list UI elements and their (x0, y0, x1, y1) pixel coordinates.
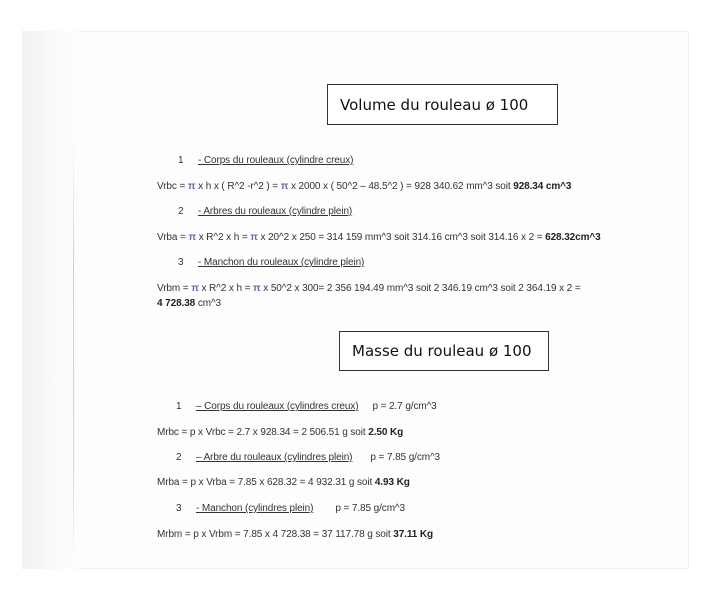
item-label: – Arbre du rouleaux (cylindres plein) (196, 452, 353, 463)
eq-text: Mrbc = p x Vrbc = 2.7 x 928.34 = 2 506.51 g soit (157, 427, 369, 438)
eq-result: 4.93 Kg (374, 477, 410, 488)
eq-result: 37.11 Kg (393, 529, 434, 540)
pi-symbol: π (187, 181, 196, 192)
eq-text: x h x ( R^2 -r^2 ) = (195, 181, 281, 192)
volume-item-3 (178, 257, 364, 268)
eq-text: Mrbm = p x Vrbm = 7.85 x 4 728.38 = 37 117.78 g soit (157, 529, 394, 540)
masse-title-box (339, 331, 549, 371)
volume-title: Volume du rouleau ø 100 (340, 95, 529, 114)
item-label: - Corps du rouleaux (cylindre creux) (198, 155, 354, 166)
volume-equation-2 (157, 232, 601, 243)
volume-equation-3-cont (157, 298, 221, 309)
item-label: – Corps du rouleaux (cylindres creux) (196, 401, 359, 412)
item-label: - Manchon (cylindres plein) (196, 503, 314, 514)
masse-item-1 (176, 401, 437, 412)
eq-text: Mrba = p x Vrba = 7.85 x 628.32 = 4 932.31 g soit (157, 477, 375, 488)
masse-item-3 (176, 503, 405, 514)
pi-symbol: π (280, 181, 289, 192)
eq-text: Vrba = (157, 232, 189, 243)
pi-symbol: π (191, 283, 199, 294)
eq-result: 928.34 cm^3 (513, 181, 572, 192)
item-label: - Manchon du rouleaux (cylindre plein) (198, 257, 365, 268)
item-number: 2 (176, 452, 182, 463)
density: p = 2.7 g/cm^3 (372, 401, 437, 412)
density: p = 7.85 g/cm^3 (335, 503, 405, 514)
eq-result: 4 728.38 (157, 298, 196, 309)
eq-text: x R^2 x h = (196, 232, 251, 243)
pi-symbol: π (188, 232, 197, 243)
page-edge-line (73, 140, 74, 560)
item-number: 3 (176, 503, 182, 514)
pi-symbol: π (253, 283, 261, 294)
eq-result: 2.50 Kg (368, 427, 404, 438)
eq-text: Vrbc = (157, 181, 188, 192)
eq-text: x 50^2 x 300= 2 356 194.49 mm^3 soit 2 346.19 cm^3 soit 2 364.19 x 2 = (260, 283, 581, 294)
item-number: 3 (178, 257, 184, 268)
page-fold-shadow (22, 31, 78, 569)
item-number: 1 (176, 401, 182, 412)
masse-title: Masse du rouleau ø 100 (352, 342, 532, 360)
eq-result: 628.32cm^3 (545, 232, 601, 243)
volume-equation-3 (157, 283, 581, 294)
item-number: 1 (178, 155, 184, 166)
eq-text: Vrbm = (157, 283, 192, 294)
masse-equation-2 (157, 477, 410, 488)
eq-text: x R^2 x h = (198, 283, 254, 294)
volume-equation-1 (157, 181, 571, 192)
masse-item-2 (176, 452, 440, 463)
eq-text: x 20^2 x 250 = 314 159 mm^3 soit 314.16 cm^3 soit 314.16 x 2 = (257, 232, 546, 243)
item-number: 2 (178, 206, 184, 217)
volume-item-1 (178, 155, 353, 166)
volume-title-box (327, 84, 558, 125)
pi-symbol: π (250, 232, 258, 243)
masse-equation-3 (157, 529, 433, 540)
eq-text: cm^3 (195, 298, 222, 309)
density: p = 7.85 g/cm^3 (370, 452, 441, 463)
masse-equation-1 (157, 427, 403, 438)
eq-text: x 2000 x ( 50^2 – 48.5^2 ) = 928 340.62 mm^3 soit (288, 181, 514, 192)
volume-item-2 (178, 206, 352, 217)
item-label: - Arbres du rouleaux (cylindre plein) (198, 206, 353, 217)
